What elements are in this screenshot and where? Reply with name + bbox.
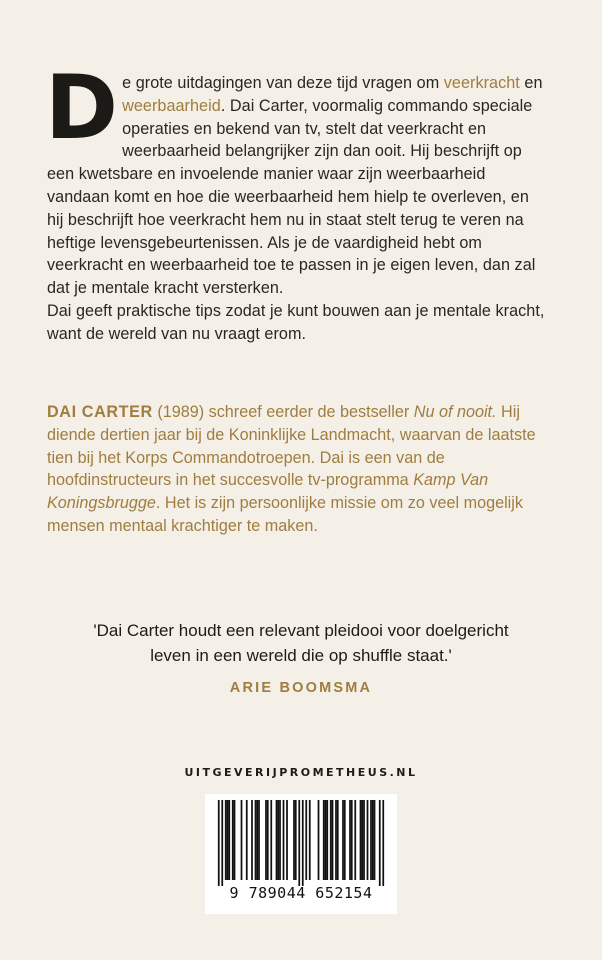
barcode-bar bbox=[298, 800, 300, 886]
bio-show-title: Kamp Van Koningsbrugge bbox=[47, 471, 489, 513]
intro-highlight-veerkracht: veerkracht bbox=[443, 74, 520, 92]
barcode-bar bbox=[344, 800, 346, 880]
intro-text-2: en bbox=[519, 74, 543, 92]
barcode-bar bbox=[309, 800, 311, 880]
barcode-bar bbox=[283, 800, 285, 880]
barcode-bar bbox=[286, 800, 288, 880]
barcode-bar bbox=[330, 800, 332, 880]
barcode-bar bbox=[326, 800, 328, 880]
barcode-bar bbox=[318, 800, 320, 880]
barcode-number: 9 789044 652154 bbox=[229, 884, 373, 902]
barcode-bar bbox=[221, 800, 223, 886]
barcode-bar bbox=[293, 800, 295, 880]
barcode-bar bbox=[361, 800, 363, 880]
barcode-bar bbox=[256, 800, 258, 880]
barcode-bar bbox=[218, 800, 220, 886]
barcode-bar bbox=[241, 800, 243, 880]
barcode-bar bbox=[351, 800, 353, 880]
barcode-bar bbox=[251, 800, 253, 880]
barcode-bar bbox=[295, 800, 297, 880]
author-bio bbox=[47, 401, 552, 538]
barcode-bar bbox=[370, 800, 372, 880]
barcode-bar bbox=[276, 800, 278, 880]
barcode-bar bbox=[302, 800, 304, 886]
publisher-website: UITGEVERIJPROMETHEUS.NL bbox=[184, 766, 418, 779]
barcode-bar bbox=[267, 800, 269, 880]
barcode-bar bbox=[246, 800, 248, 880]
bio-text-1: (1989) schreef eerder de bestseller bbox=[152, 403, 414, 421]
barcode-bar bbox=[270, 800, 272, 880]
barcode-bar bbox=[232, 800, 234, 880]
barcode-bar bbox=[277, 800, 279, 880]
barcode-bar bbox=[382, 800, 384, 886]
barcode-bar bbox=[258, 800, 260, 880]
quote-line-2: leven in een wereld die op shuffle staat.' bbox=[150, 646, 452, 665]
barcode-bar bbox=[379, 800, 381, 886]
barcode bbox=[205, 794, 397, 914]
review-quote bbox=[0, 618, 602, 668]
intro-paragraph bbox=[45, 56, 547, 346]
barcode-bar bbox=[354, 800, 356, 880]
barcode-bar bbox=[325, 800, 327, 880]
barcode-bar bbox=[374, 800, 376, 880]
drop-cap: D bbox=[45, 56, 119, 159]
barcode-bar bbox=[225, 800, 227, 880]
author-name: DAI CARTER bbox=[47, 403, 153, 421]
quote-author: ARIE BOOMSMA bbox=[229, 680, 373, 696]
barcode-bar bbox=[360, 800, 362, 880]
quote-line-1: 'Dai Carter houdt een relevant pleidooi voor doelgericht bbox=[93, 621, 509, 640]
barcode-bar bbox=[228, 800, 230, 880]
barcode-bar bbox=[279, 800, 281, 880]
barcode-bar bbox=[305, 800, 307, 880]
bio-text-3: . Het is zijn persoonlijke missie om zo veel mogelijk mensen mentaal krachtiger te maken. bbox=[47, 494, 523, 535]
intro-highlight-weerbaarheid: weerbaarheid bbox=[122, 96, 221, 115]
barcode-bar bbox=[349, 800, 351, 880]
barcode-bar bbox=[227, 800, 229, 880]
bio-book-title: Nu of nooit. bbox=[413, 403, 497, 421]
bio-text-2: Hij diende dertien jaar bij de Koninklijke Landmacht, waarvan de laatste tien bij het Korps Commandotroepen. Dai is een van de hoofdinstructeurs in het succesvolle tv-programma bbox=[47, 403, 536, 490]
barcode-bar bbox=[372, 800, 374, 880]
barcode-bar bbox=[335, 800, 337, 880]
barcode-bar bbox=[265, 800, 267, 880]
barcode-bar bbox=[234, 800, 236, 880]
barcode-bar bbox=[332, 800, 334, 880]
intro-paragraph-2: Dai geeft praktische tips zodat je kunt bouwen aan je mentale kracht, want de wereld van nu vraagt erom. bbox=[47, 301, 545, 343]
barcode-bar bbox=[337, 800, 339, 880]
intro-text-3: . Dai Carter, voormalig commando speciale operaties en bekend van tv, stelt dat veerkracht en weerbaarheid belangrijker zijn dan ooit. Hij beschrijft op een kwetsbare en invoelende manier waar zijn weerbaarheid vandaan komt en hoe die weerbaarheid hem hielp te overleven, en hij beschrijft hoe veerkracht hem nu in staat stelt terug te veren na heftige levensgebeurtenissen. Als je de vaardigheid hebt om veerkracht en weerbaarheid toe te passen in je eigen leven, dan zal dat je mentale kracht versterken. bbox=[47, 96, 536, 298]
barcode-bar bbox=[367, 800, 369, 880]
barcode-bar bbox=[255, 800, 257, 880]
barcode-bar bbox=[363, 800, 365, 880]
barcode-bar bbox=[342, 800, 344, 880]
intro-text-1: e grote uitdagingen van deze tijd vragen om bbox=[122, 74, 444, 92]
barcode-bar bbox=[323, 800, 325, 880]
